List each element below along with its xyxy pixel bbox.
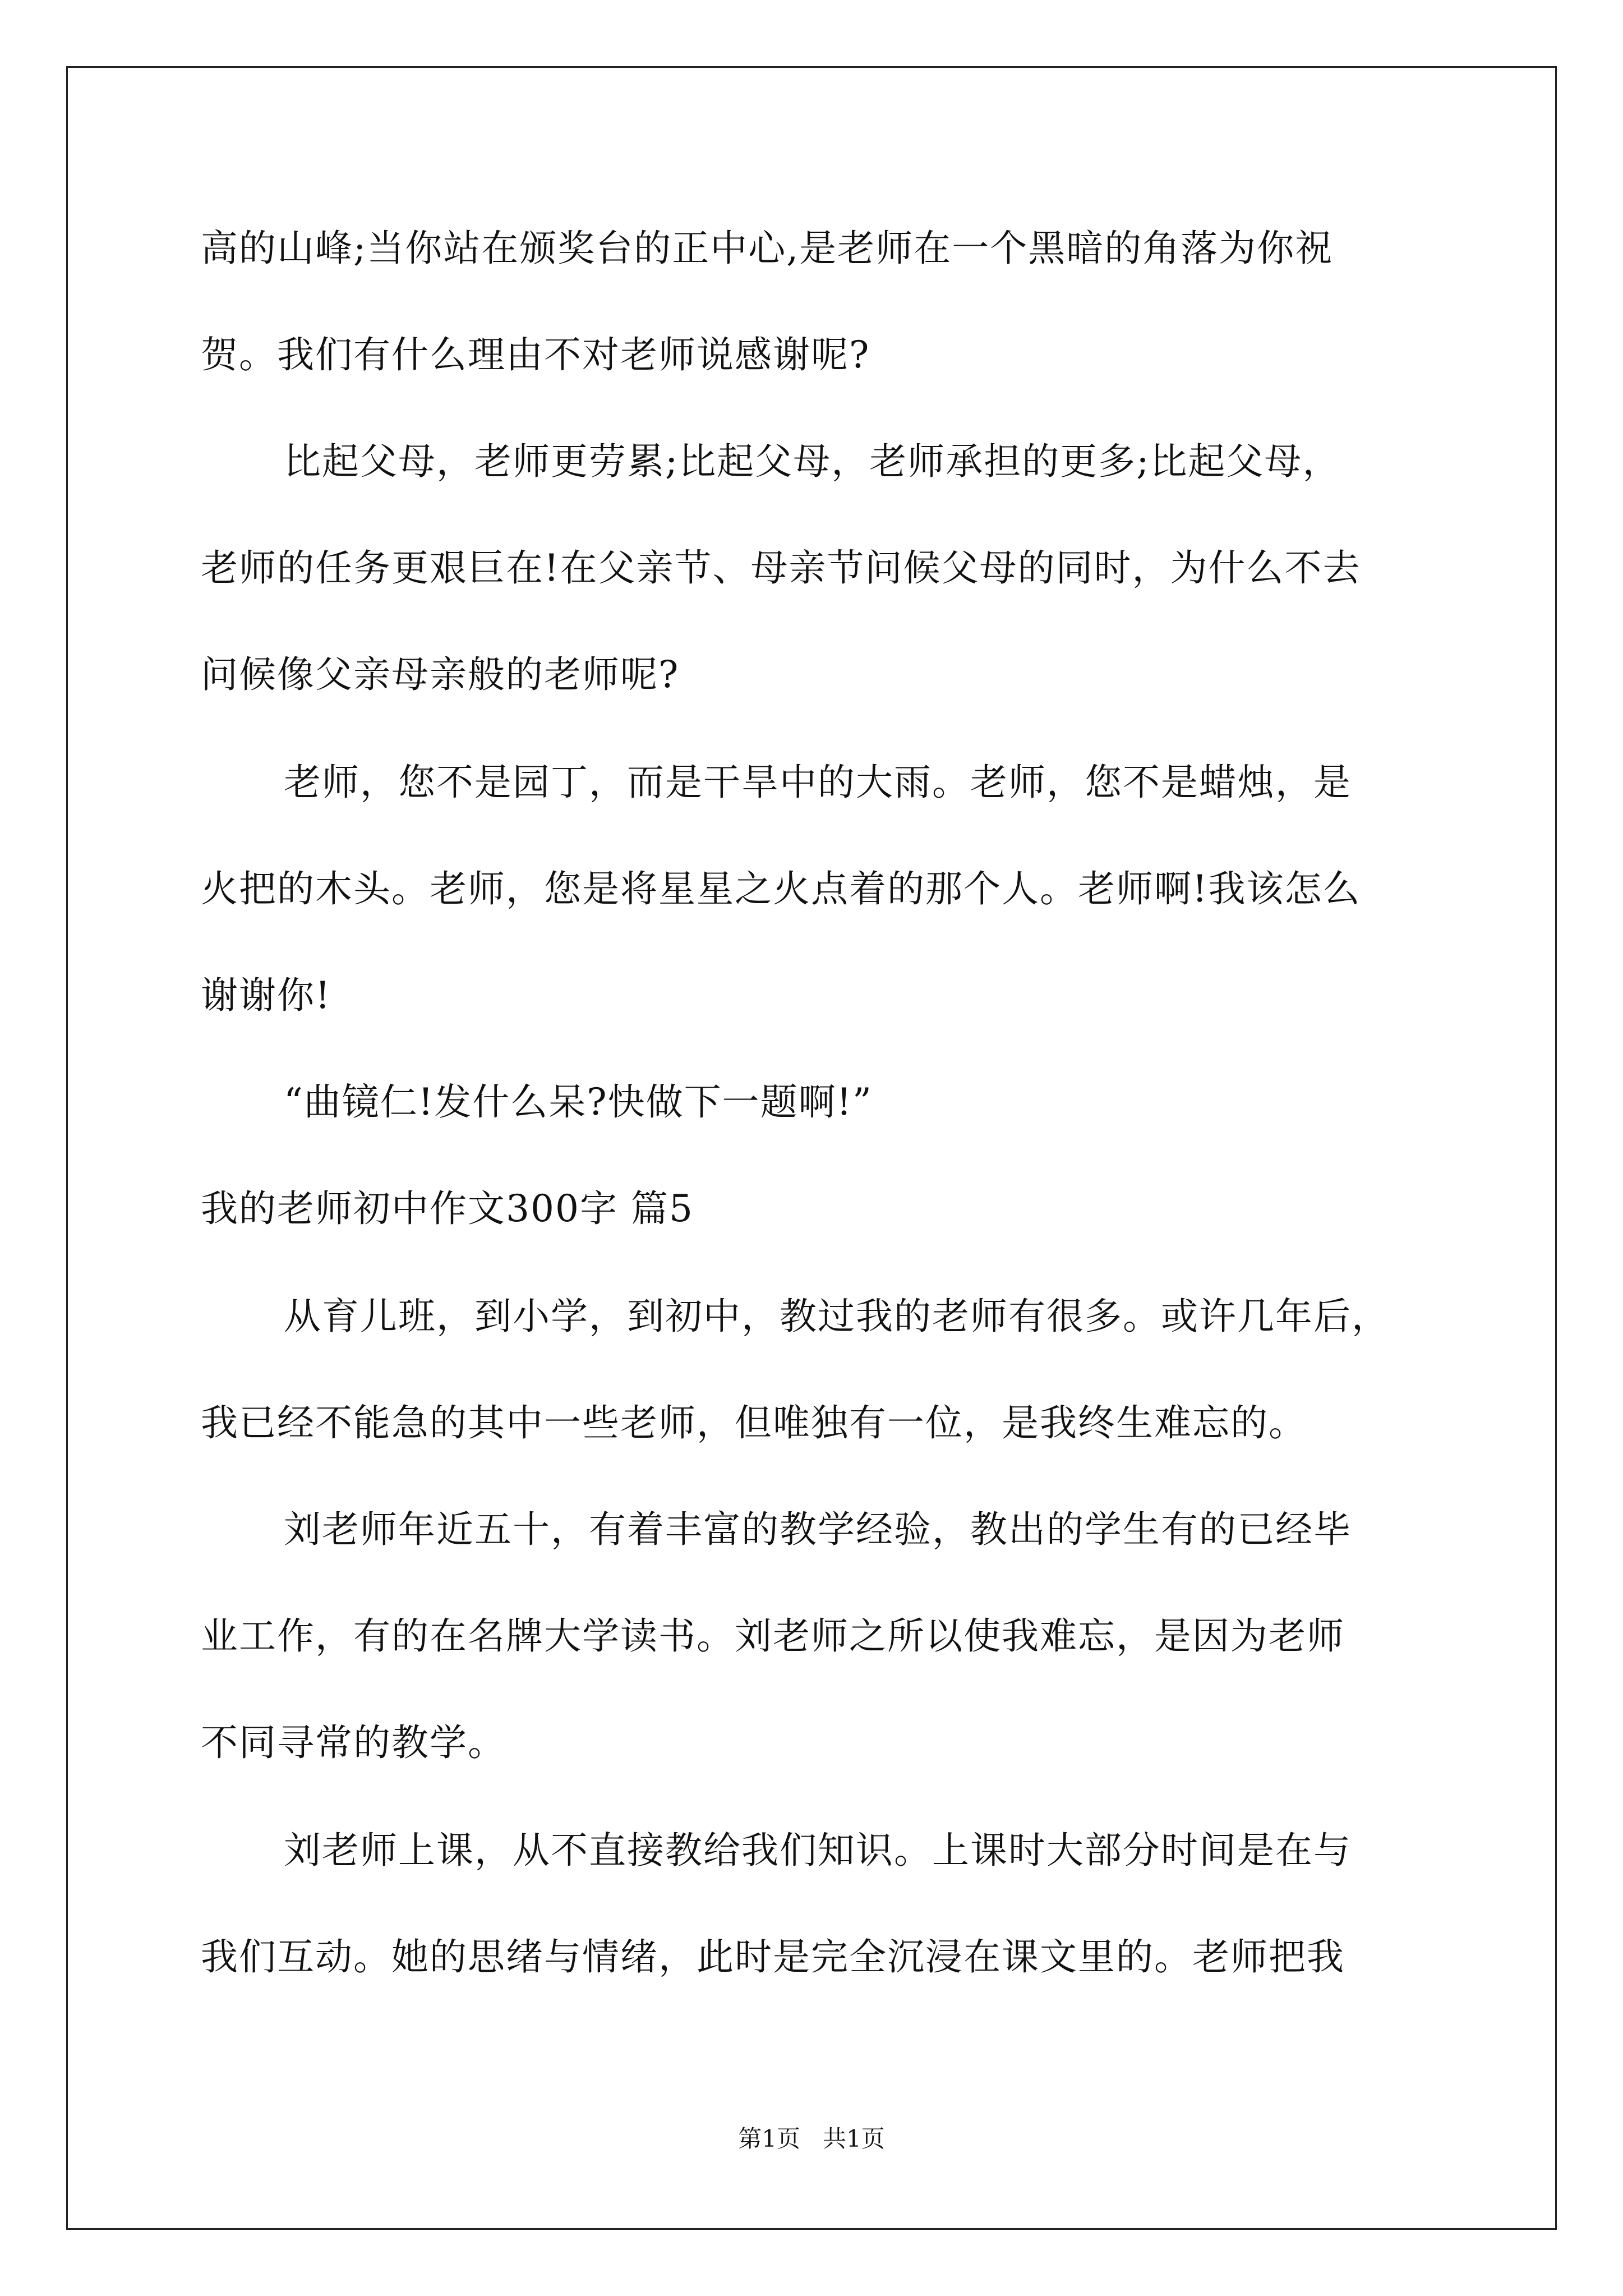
text-line: 问候像父亲母亲般的老师呢? (201, 653, 680, 696)
page-border (66, 66, 1557, 2230)
text-line: 业工作，有的在名牌大学读书。刘老师之所以使我难忘，是因为老师 (201, 1614, 1345, 1658)
text-line: 高的山峰;当你站在颁奖台的正中心,是老师在一个黑暗的角落为你祝 (201, 227, 1334, 270)
text-line: 比起父母，老师更劳累;比起父母，老师承担的更多;比起父母， (284, 440, 1341, 483)
text-line: 不同寻常的教学。 (201, 1721, 506, 1764)
text-line: 我们互动。她的思绪与情绪，此时是完全沉浸在课文里的。老师把我 (201, 1935, 1345, 1978)
text-line: 刘老师上课，从不直接教给我们知识。上课时大部分时间是在与 (284, 1829, 1352, 1872)
text-line: 火把的木头。老师，您是将星星之火点着的那个人。老师啊!我该怎么 (201, 867, 1361, 910)
text-line: 老师的任务更艰巨在!在父亲节、母亲节问候父母的同时，为什么不去 (201, 546, 1361, 590)
text-line: 我已经不能急的其中一些老师，但唯独有一位，是我终生难忘的。 (201, 1401, 1307, 1444)
page-footer: 第1页 共1页 (738, 2125, 885, 2152)
text-line: 刘老师年近五十，有着丰富的教学经验，教出的学生有的已经毕 (284, 1508, 1352, 1551)
text-line: 老师，您不是园丁，而是干旱中的大雨。老师，您不是蜡烛，是 (284, 761, 1352, 804)
text-line: “曲镜仁!发什么呆?快做下一题啊!” (284, 1080, 873, 1124)
section-heading: 我的老师初中作文300字 篇5 (201, 1187, 694, 1230)
text-line: 从育儿班，到小学，到初中，教过我的老师有很多。或许几年后， (284, 1295, 1390, 1338)
text-line: 谢谢你! (201, 974, 331, 1017)
text-line: 贺。我们有什么理由不对老师说感谢呢? (201, 333, 870, 376)
